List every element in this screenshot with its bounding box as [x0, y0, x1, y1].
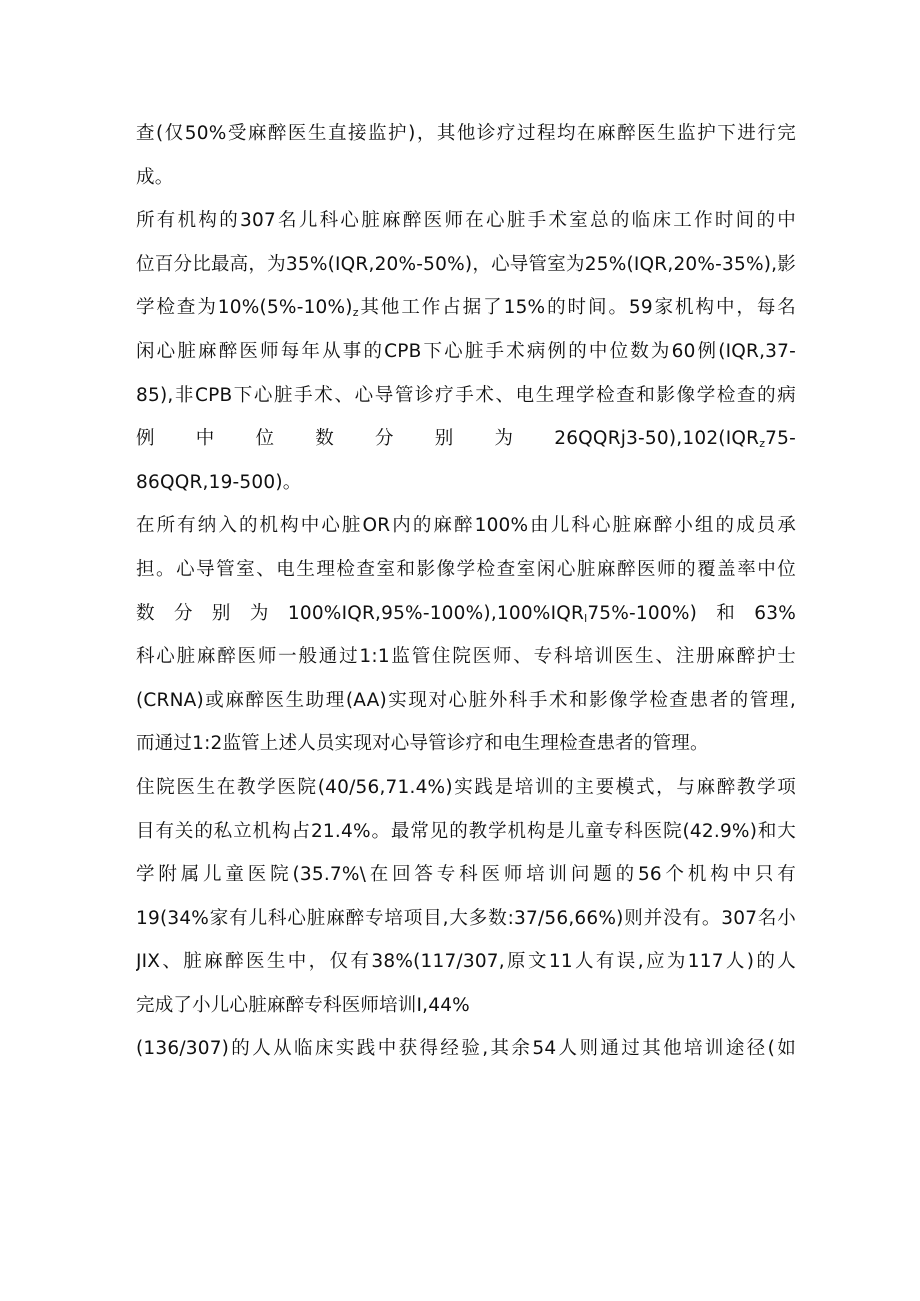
text-line: [136, 984, 796, 1028]
text-segment: 所有机构的307名儿科心脏麻醉医师在心脏手术室总的临床工作时间的中: [136, 210, 796, 232]
text-line: [136, 286, 796, 330]
text-line: [136, 243, 796, 287]
paragraph: [136, 504, 796, 766]
text-line: [136, 330, 796, 374]
text-line: [136, 461, 796, 505]
text-line: [136, 722, 796, 766]
text-line: [136, 940, 796, 984]
text-line: [136, 417, 796, 461]
text-line: [136, 897, 796, 941]
text-segment: (136/307)的人从临床实践中获得经验,其余54人则通过其他培训途径(如: [136, 1038, 796, 1060]
text-line: [136, 679, 796, 723]
text-line: [136, 374, 796, 418]
text-line: [136, 548, 796, 592]
text-line: [136, 504, 796, 548]
text-segment: 目有关的私立机构占21.4%。最常见的教学机构是儿童专科医院(42.9%)和大: [136, 820, 796, 842]
text-segment: 学附属儿童医院(35.7%\在回答专科医师培训问题的56个机构中只有: [136, 864, 796, 886]
text-segment: 75-: [765, 428, 796, 450]
text-segment: 在所有纳入的机构中心脏OR内的麻醉100%由儿科心脏麻醉小组的成员承: [136, 515, 796, 537]
text-segment: 数分别为100%IQR,95%-100%),100%IQR: [136, 602, 585, 624]
text-segment: 位百分比最高，为35%(IQR,20%-50%)，心导管室为25%(IQR,20%-35%),影: [136, 253, 796, 275]
text-line: [136, 635, 796, 679]
text-segment: (CRNA)或麻醉医生助理(AA)实现对心脏外科手术和影像学检查患者的管理,: [136, 689, 796, 711]
subscript: z: [352, 306, 359, 320]
text-segment: JIX、脏麻醉医生中，仅有38%(117/307,原文11人有误,应为117人)的人: [136, 951, 796, 973]
text-segment: 科心脏麻醉医师一般通过1:1监管住院医师、专科培训医生、注册麻醉护士: [136, 646, 796, 668]
text-line: [136, 156, 796, 200]
text-line: [136, 112, 796, 156]
text-line: [136, 853, 796, 897]
paragraph: [136, 1027, 796, 1071]
text-segment: 其他工作占据了15%的时间。59家机构中，每名: [358, 297, 796, 319]
text-segment: 而通过1:2监管上述人员实现对心导管诊疗和电生理检查患者的管理。: [136, 733, 709, 755]
text-segment: 85),非CPB下心脏手术、心导管诊疗手术、电生理学检查和影像学检查的病: [136, 384, 796, 406]
text-segment: 75%-100%)和63%: [587, 602, 796, 624]
text-line: [136, 199, 796, 243]
text-line: [136, 810, 796, 854]
text-segment: 住院医生在教学医院(40/56,71.4%)实践是培训的主要模式，与麻醉教学项: [136, 776, 796, 798]
paragraph: [136, 766, 796, 1028]
subscript: z: [759, 437, 766, 451]
text-segment: 担。心导管室、电生理检查室和影像学检查室闲心脏麻醉医师的覆盖率中位: [136, 558, 796, 580]
text-segment: 成。: [136, 166, 174, 188]
text-segment: 查(仅50%受麻醉医生直接监护)，其他诊疗过程均在麻醉医生监护下进行完: [136, 123, 796, 144]
text-segment: 19(34%家有儿科心脏麻醉专培项目,大多数:37/56,66%)则并没有。307名小: [136, 907, 796, 929]
subscript: l: [584, 611, 588, 625]
text-line: [136, 592, 796, 636]
text-segment: 闲心脏麻醉医师每年从事的CPB下心脏手术病例的中位数为60例(IQR,37-: [136, 340, 796, 362]
text-line: [136, 1027, 796, 1071]
text-line: [136, 766, 796, 810]
paragraph: [136, 112, 796, 199]
text-segment: 完成了小儿心脏麻醉专科医师培训I,44%: [136, 994, 470, 1016]
text-segment: 86QQR,19-500)。: [136, 471, 302, 493]
text-segment: 例 中 位 数 分 别 为 26QQRj3-50),102(IQR: [136, 428, 760, 450]
text-segment: 学检查为10%(5%-10%): [136, 297, 353, 319]
document-body: [136, 112, 796, 1071]
paragraph: [136, 199, 796, 504]
